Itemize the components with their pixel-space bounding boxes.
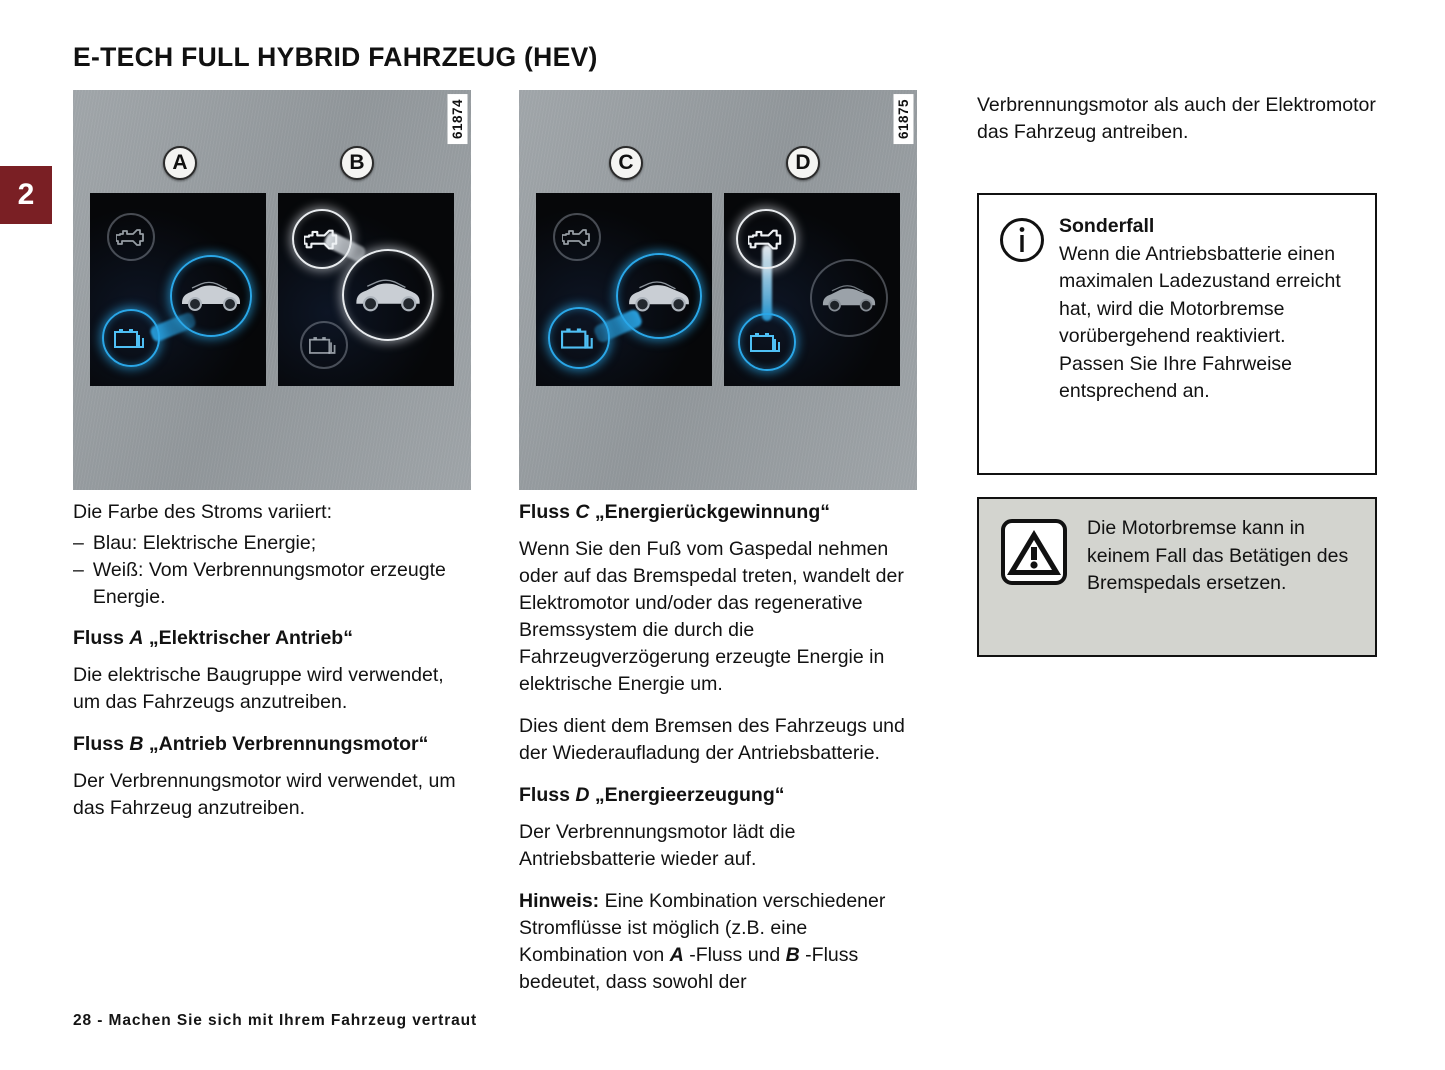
note-label: Hinweis: — [519, 890, 600, 912]
note-part-1: Eine Kombination verschiedener Stromflüsse ist möglich (z.B. eine Kombination von — [519, 890, 886, 966]
paragraph-flow-d: Der Verbrennungsmotor lädt die Antriebsbatterie wieder auf. — [519, 821, 796, 870]
battery-icon — [561, 325, 597, 351]
figure-code-61874: 61874 — [448, 94, 468, 144]
vehicle-node-a — [170, 255, 252, 337]
right-text-column — [977, 92, 1377, 161]
info-box-heading: Sonderfall — [1059, 215, 1155, 237]
battery-icon — [309, 334, 339, 356]
vehicle-node-c — [616, 253, 702, 339]
bullet-text: Blau: Elektrische Energie; — [92, 532, 317, 554]
engine-icon — [748, 226, 784, 252]
engine-node-b — [292, 209, 352, 269]
note-part-2: -Fluss und — [683, 944, 786, 966]
bullet-text: Weiß: Vom Verbrennungsmotor erzeugte Energie. — [92, 559, 446, 608]
intro-line: Die Farbe des Stroms variiert: — [73, 501, 332, 523]
engine-node-a — [107, 213, 155, 261]
heading-letter: A — [129, 627, 144, 649]
warning-box-text: Die Motorbremse kann in keinem Fall das Betätigen des Bremspedals ersetzen. — [1087, 517, 1349, 594]
left-text-column — [73, 499, 473, 837]
bullet-dash: – — [73, 559, 84, 581]
note-part-3: -Fluss bedeutet, dass sowohl der — [519, 944, 859, 993]
color-legend-list — [73, 530, 473, 611]
note-letter-a: A — [669, 944, 684, 966]
engine-node-c — [553, 213, 601, 261]
paragraph-flow-c1: Wenn Sie den Fuß vom Gaspedal nehmen oder auf das Bremspedal treten, wandelt der Elektromotor und/oder das regenerative Bremssystem die durch die Fahrzeugverzögerung erzeugte Energie in elektrische Energie um. — [519, 538, 904, 695]
list-item — [73, 557, 473, 611]
info-box-text — [1059, 213, 1359, 406]
panel-c-diagram — [536, 193, 712, 386]
panel-badge-b: B — [340, 146, 374, 180]
battery-icon — [750, 330, 784, 354]
heading-letter: D — [575, 784, 590, 806]
car-icon — [625, 281, 693, 312]
heading-suffix: „Energieerzeugung“ — [589, 784, 785, 806]
panel-badge-d: D — [786, 146, 820, 180]
note-letter-b: B — [785, 944, 800, 966]
panel-badge-a: A — [163, 146, 197, 180]
heading-flow-a — [73, 625, 473, 652]
car-icon — [178, 281, 244, 311]
info-box-body-2: Passen Sie Ihre Fahrweise entsprechend an. — [1059, 352, 1293, 402]
chapter-number: 2 — [17, 178, 35, 211]
vehicle-node-d — [810, 259, 888, 337]
list-item — [73, 530, 473, 557]
figure-cd — [519, 90, 917, 490]
panel-b-diagram — [278, 193, 454, 386]
heading-letter: C — [575, 501, 590, 523]
panel-d-diagram — [724, 193, 900, 386]
info-box-sonderfall — [977, 193, 1377, 475]
page-footer: 28 - Machen Sie sich mit Ihrem Fahrzeug vertraut — [73, 1012, 478, 1029]
figure-code-61875: 61875 — [894, 94, 914, 144]
engine-icon — [116, 226, 146, 248]
heading-suffix: „Energierückgewinnung“ — [589, 501, 830, 523]
bullet-dash: – — [73, 532, 84, 554]
heading-flow-d — [519, 782, 919, 809]
paragraph-flow-b: Der Verbrennungsmotor wird verwendet, um das Fahrzeug anzutreiben. — [73, 770, 456, 819]
page-title: E-TECH FULL HYBRID FAHRZEUG (HEV) — [73, 42, 598, 72]
heading-prefix: Fluss — [73, 627, 130, 649]
heading-flow-b — [73, 731, 473, 758]
middle-text-column — [519, 499, 919, 1011]
car-icon — [352, 279, 424, 312]
engine-node-d — [736, 209, 796, 269]
info-icon — [999, 217, 1045, 406]
paragraph-note — [519, 888, 919, 996]
heading-suffix: „Antrieb Verbrennungsmotor“ — [143, 733, 429, 755]
warning-box-motorbremse — [977, 497, 1377, 657]
paragraph-continuation: Verbrennungsmotor als auch der Elektromotor das Fahrzeug antreiben. — [977, 94, 1376, 143]
panel-badge-c: C — [609, 146, 643, 180]
car-icon — [819, 285, 879, 312]
heading-prefix: Fluss — [519, 501, 576, 523]
battery-node-d — [738, 313, 796, 371]
vehicle-node-b — [342, 249, 434, 341]
heading-prefix: Fluss — [73, 733, 130, 755]
panel-a-diagram — [90, 193, 266, 386]
battery-icon — [114, 326, 148, 350]
battery-node-c — [548, 307, 610, 369]
paragraph-flow-c2: Dies dient dem Bremsen des Fahrzeugs und der Wiederaufladung der Antriebsbatterie. — [519, 715, 905, 764]
engine-icon — [304, 226, 340, 252]
warning-triangle-icon — [1001, 519, 1067, 598]
heading-suffix: „Elektrischer Antrieb“ — [143, 627, 353, 649]
heading-prefix: Fluss — [519, 784, 576, 806]
battery-node-a — [102, 309, 160, 367]
figure-ab — [73, 90, 471, 490]
engine-icon — [562, 226, 592, 248]
paragraph-flow-a: Die elektrische Baugruppe wird verwendet, um das Fahrzeugs anzutreiben. — [73, 664, 444, 713]
battery-node-b — [300, 321, 348, 369]
chapter-tab — [0, 166, 52, 224]
heading-letter: B — [129, 733, 144, 755]
info-box-body: Wenn die Antriebsbatterie einen maximalen Ladezustand erreicht hat, wird die Motorbremse vorübergehend reaktiviert. — [1059, 242, 1341, 347]
heading-flow-c — [519, 499, 919, 526]
